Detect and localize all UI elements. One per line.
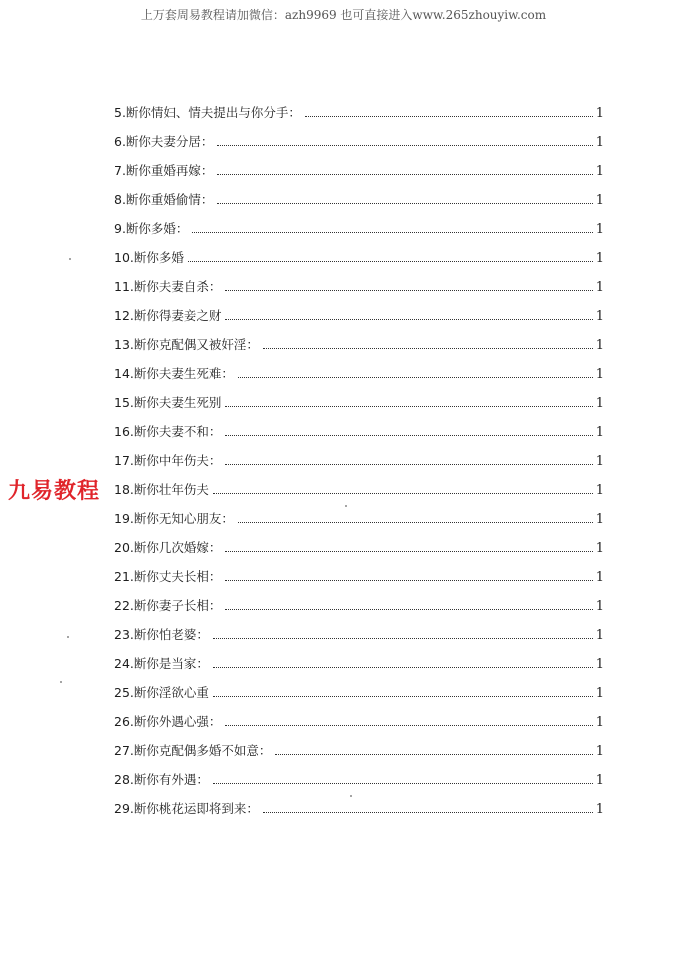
toc-entry-title: 19.断你无知心朋友： — [114, 511, 234, 526]
toc-entry-page: 1 — [595, 309, 604, 324]
toc-entry — [114, 393, 604, 422]
toc-entry — [114, 335, 604, 364]
dot-leader — [213, 696, 593, 697]
toc-entry-page: 1 — [595, 483, 604, 498]
toc-entry-title: 16.断你夫妻不和： — [114, 424, 222, 439]
dot-leader — [192, 232, 592, 233]
toc-entry — [114, 683, 604, 712]
toc-entry-title: 9.断你多婚： — [114, 221, 189, 236]
toc-entry-title: 22.断你妻子长相： — [114, 598, 222, 613]
dot-leader — [225, 725, 592, 726]
toc-entry — [114, 248, 604, 277]
toc-entry — [114, 219, 604, 248]
toc-entry — [114, 538, 604, 567]
toc-entry-title: 20.断你几次婚嫁： — [114, 540, 222, 555]
dot-leader — [263, 348, 593, 349]
toc-entry — [114, 422, 604, 451]
toc-entry-page: 1 — [595, 773, 604, 788]
toc-entry-title: 11.断你夫妻自杀： — [114, 279, 222, 294]
toc-entry — [114, 103, 604, 132]
toc-entry-page: 1 — [595, 135, 604, 150]
toc-entry-title: 26.断你外遇心强： — [114, 714, 222, 729]
dot-leader — [225, 290, 592, 291]
toc-entry-page: 1 — [595, 280, 604, 295]
contact-banner: 上万套周易教程请加微信：azh9969 也可直接进入www.265zhouyiw.com — [140, 8, 547, 22]
toc-entry — [114, 712, 604, 741]
toc-entry-title: 17.断你中年伤夫： — [114, 453, 222, 468]
toc-entry-page: 1 — [595, 193, 604, 208]
toc-entry-page: 1 — [595, 657, 604, 672]
scan-speck — [67, 636, 69, 638]
toc-entry — [114, 741, 604, 770]
toc-entry-page: 1 — [595, 396, 604, 411]
toc-entry-title: 21.断你丈夫长相： — [114, 569, 222, 584]
toc-entry-page: 1 — [595, 251, 604, 266]
table-of-contents — [114, 103, 604, 815]
toc-entry-title: 28.断你有外遇： — [114, 772, 209, 787]
toc-entry — [114, 132, 604, 161]
toc-entry-title: 14.断你夫妻生死难： — [114, 366, 234, 381]
toc-entry — [114, 306, 604, 335]
dot-leader — [213, 493, 593, 494]
dot-leader — [225, 464, 592, 465]
dot-leader — [238, 377, 593, 378]
toc-entry-page: 1 — [595, 222, 604, 237]
dot-leader — [305, 116, 593, 117]
toc-entry-title: 15.断你夫妻生死别 — [114, 395, 222, 410]
toc-entry — [114, 625, 604, 654]
toc-entry-page: 1 — [595, 686, 604, 701]
watermark-logo: 九易教程 — [6, 474, 102, 505]
scan-speck — [350, 795, 352, 797]
dot-leader — [225, 580, 592, 581]
toc-entry-title: 6.断你夫妻分居： — [114, 134, 214, 149]
toc-entry-page: 1 — [595, 367, 604, 382]
dot-leader — [225, 406, 592, 407]
toc-entry-page: 1 — [595, 802, 604, 815]
toc-entry — [114, 799, 604, 815]
toc-entry-page: 1 — [595, 628, 604, 643]
toc-entry-title: 27.断你克配偶多婚不如意： — [114, 743, 272, 758]
toc-entry — [114, 451, 604, 480]
toc-entry-title: 10.断你多婚 — [114, 250, 184, 265]
toc-entry-title: 24.断你是当家： — [114, 656, 209, 671]
toc-entry-page: 1 — [595, 744, 604, 759]
toc-entry-page: 1 — [595, 570, 604, 585]
dot-leader — [225, 551, 592, 552]
toc-entry-page: 1 — [595, 338, 604, 353]
toc-entry — [114, 509, 604, 538]
scan-speck — [69, 258, 71, 260]
toc-entry — [114, 364, 604, 393]
dot-leader — [217, 174, 592, 175]
toc-entry — [114, 596, 604, 625]
dot-leader — [275, 754, 592, 755]
dot-leader — [188, 261, 593, 262]
toc-entry-title: 7.断你重婚再嫁： — [114, 163, 214, 178]
toc-entry-page: 1 — [595, 164, 604, 179]
toc-entry-page: 1 — [595, 425, 604, 440]
toc-entry-page: 1 — [595, 512, 604, 527]
toc-entry — [114, 654, 604, 683]
dot-leader — [217, 145, 592, 146]
toc-entry-title: 12.断你得妻妾之财 — [114, 308, 222, 323]
toc-entry-title: 25.断你淫欲心重 — [114, 685, 209, 700]
toc-entry-title: 18.断你壮年伤夫 — [114, 482, 209, 497]
toc-entry-page: 1 — [595, 541, 604, 556]
toc-entry — [114, 770, 604, 799]
scan-speck — [60, 681, 62, 683]
dot-leader — [225, 319, 592, 320]
dot-leader — [225, 435, 592, 436]
toc-entry — [114, 190, 604, 219]
dot-leader — [238, 522, 593, 523]
toc-entry-page: 1 — [595, 454, 604, 469]
toc-entry — [114, 161, 604, 190]
toc-entry-page: 1 — [595, 599, 604, 614]
dot-leader — [263, 812, 593, 813]
dot-leader — [217, 203, 592, 204]
toc-entry-page: 1 — [595, 106, 604, 121]
dot-leader — [213, 667, 593, 668]
toc-entry-page: 1 — [595, 715, 604, 730]
toc-entry — [114, 480, 604, 509]
dot-leader — [213, 783, 593, 784]
scan-speck — [345, 505, 347, 507]
toc-entry-title: 23.断你怕老婆： — [114, 627, 209, 642]
toc-entry-title: 13.断你克配偶又被奸淫： — [114, 337, 259, 352]
toc-entry — [114, 567, 604, 596]
toc-entry-title: 29.断你桃花运即将到来： — [114, 801, 259, 815]
dot-leader — [213, 638, 593, 639]
toc-entry — [114, 277, 604, 306]
dot-leader — [225, 609, 592, 610]
toc-entry-title: 8.断你重婚偷情： — [114, 192, 214, 207]
toc-entry-title: 5.断你情妇、情夫提出与你分手： — [114, 105, 301, 120]
